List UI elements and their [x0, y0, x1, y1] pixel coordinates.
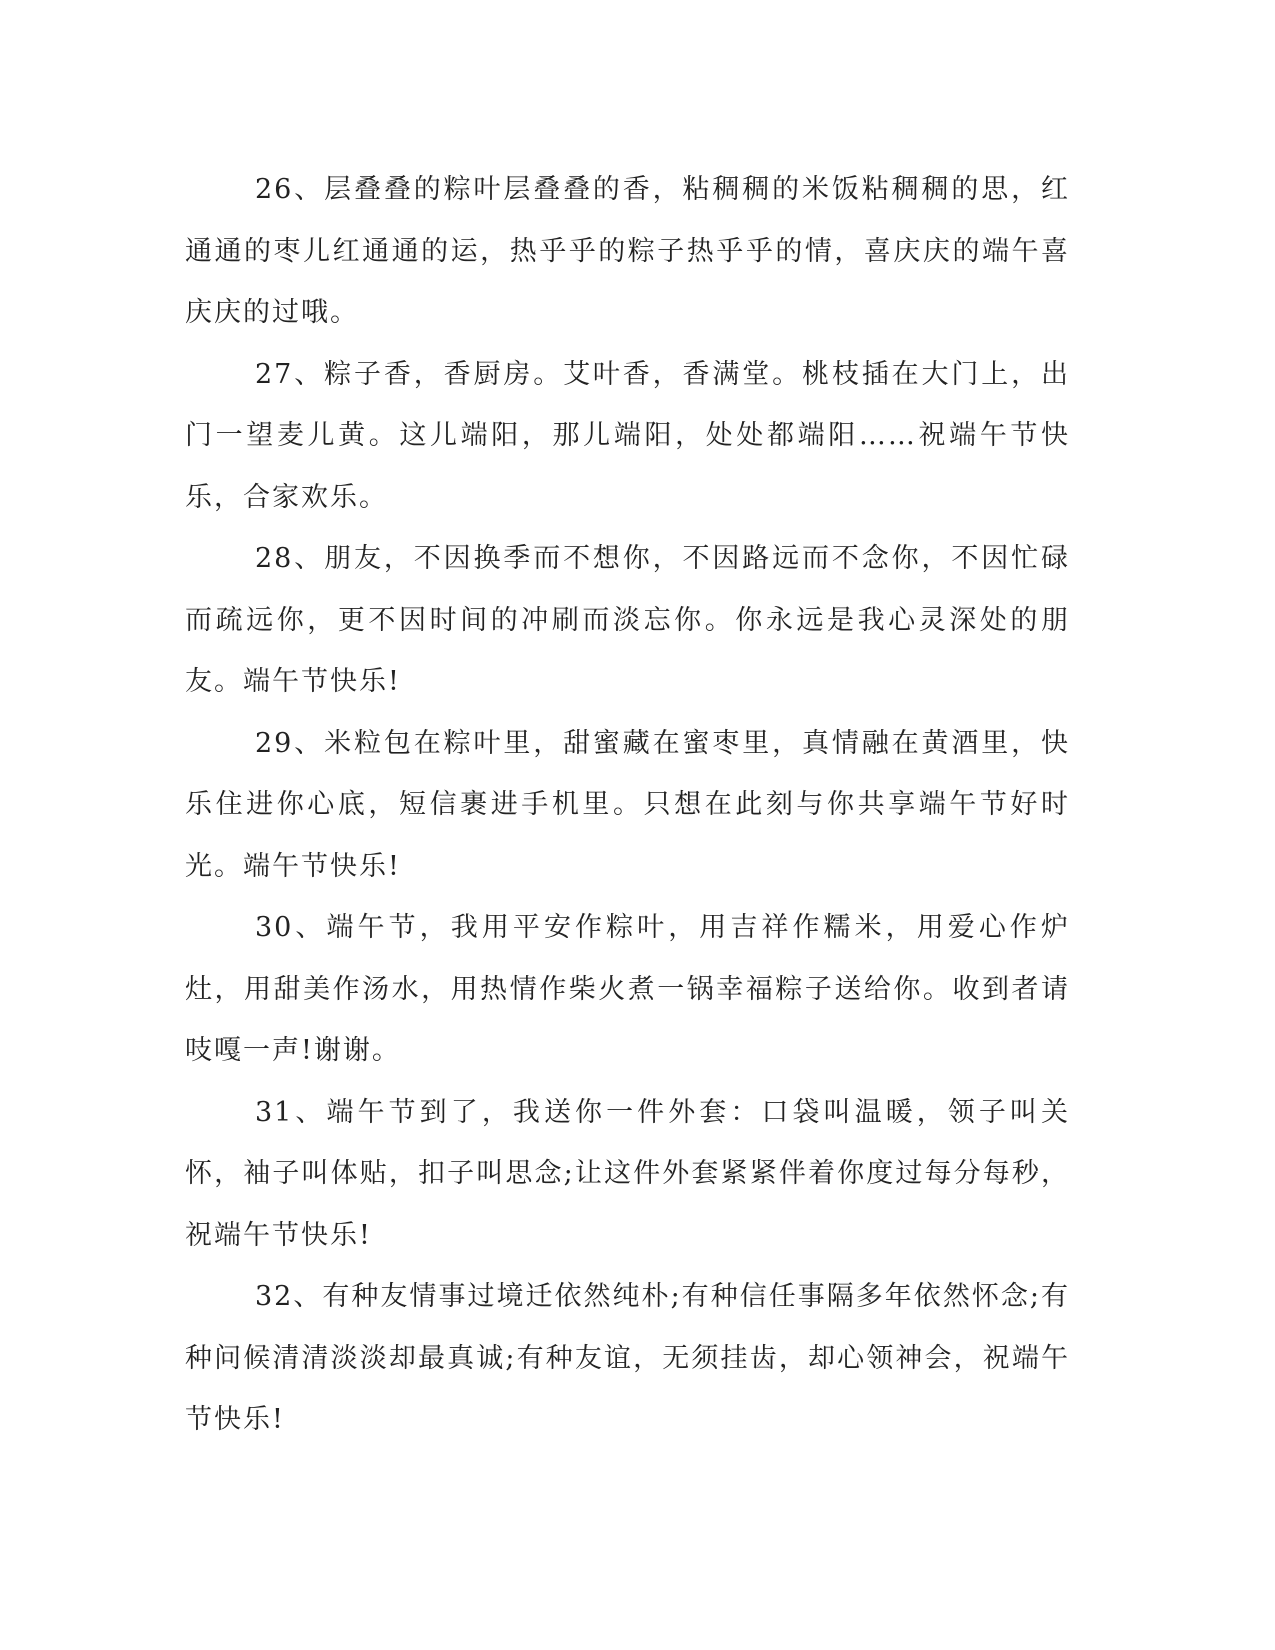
- paragraph-28: 28、朋友，不因换季而不想你，不因路远而不念你，不因忙碌而疏远你，更不因时间的冲刷而淡忘你。你永远是我心灵深处的朋友。端午节快乐!: [185, 543, 1070, 697]
- paragraph-27: 27、粽子香，香厨房。艾叶香，香满堂。桃枝插在大门上，出门一望麦儿黄。这儿端阳，那儿端阳，处处都端阳……祝端午节快乐，合家欢乐。: [185, 358, 1070, 513]
- paragraph-30: 30、端午节，我用平安作粽叶，用吉祥作糯米，用爱心作炉灶，用甜美作汤水，用热情作柴火煮一锅幸福粽子送给你。收到者请吱嘎一声!谢谢。: [185, 912, 1070, 1066]
- paragraph-29: 29、米粒包在粽叶里，甜蜜藏在蜜枣里，真情融在黄酒里，快乐住进你心底，短信裹进手机里。只想在此刻与你共享端午节好时光。端午节快乐!: [185, 727, 1070, 882]
- paragraph-32: 32、有种友情事过境迁依然纯朴;有种信任事隔多年依然怀念;有种问候清清淡淡却最真诚;有种友谊，无须挂齿，却心领神会，祝端午节快乐!: [185, 1281, 1070, 1435]
- document-body: [185, 159, 1070, 1451]
- paragraph-31: 31、端午节到了，我送你一件外套：口袋叫温暖，领子叫关怀，袖子叫体贴，扣子叫思念;让这件外套紧紧伴着你度过每分每秒，祝端午节快乐!: [185, 1096, 1070, 1251]
- paragraph-26: 26、层叠叠的粽叶层叠叠的香，粘稠稠的米饭粘稠稠的思，红通通的枣儿红通通的运，热乎乎的粽子热乎乎的情，喜庆庆的端午喜庆庆的过哦。: [185, 174, 1070, 328]
